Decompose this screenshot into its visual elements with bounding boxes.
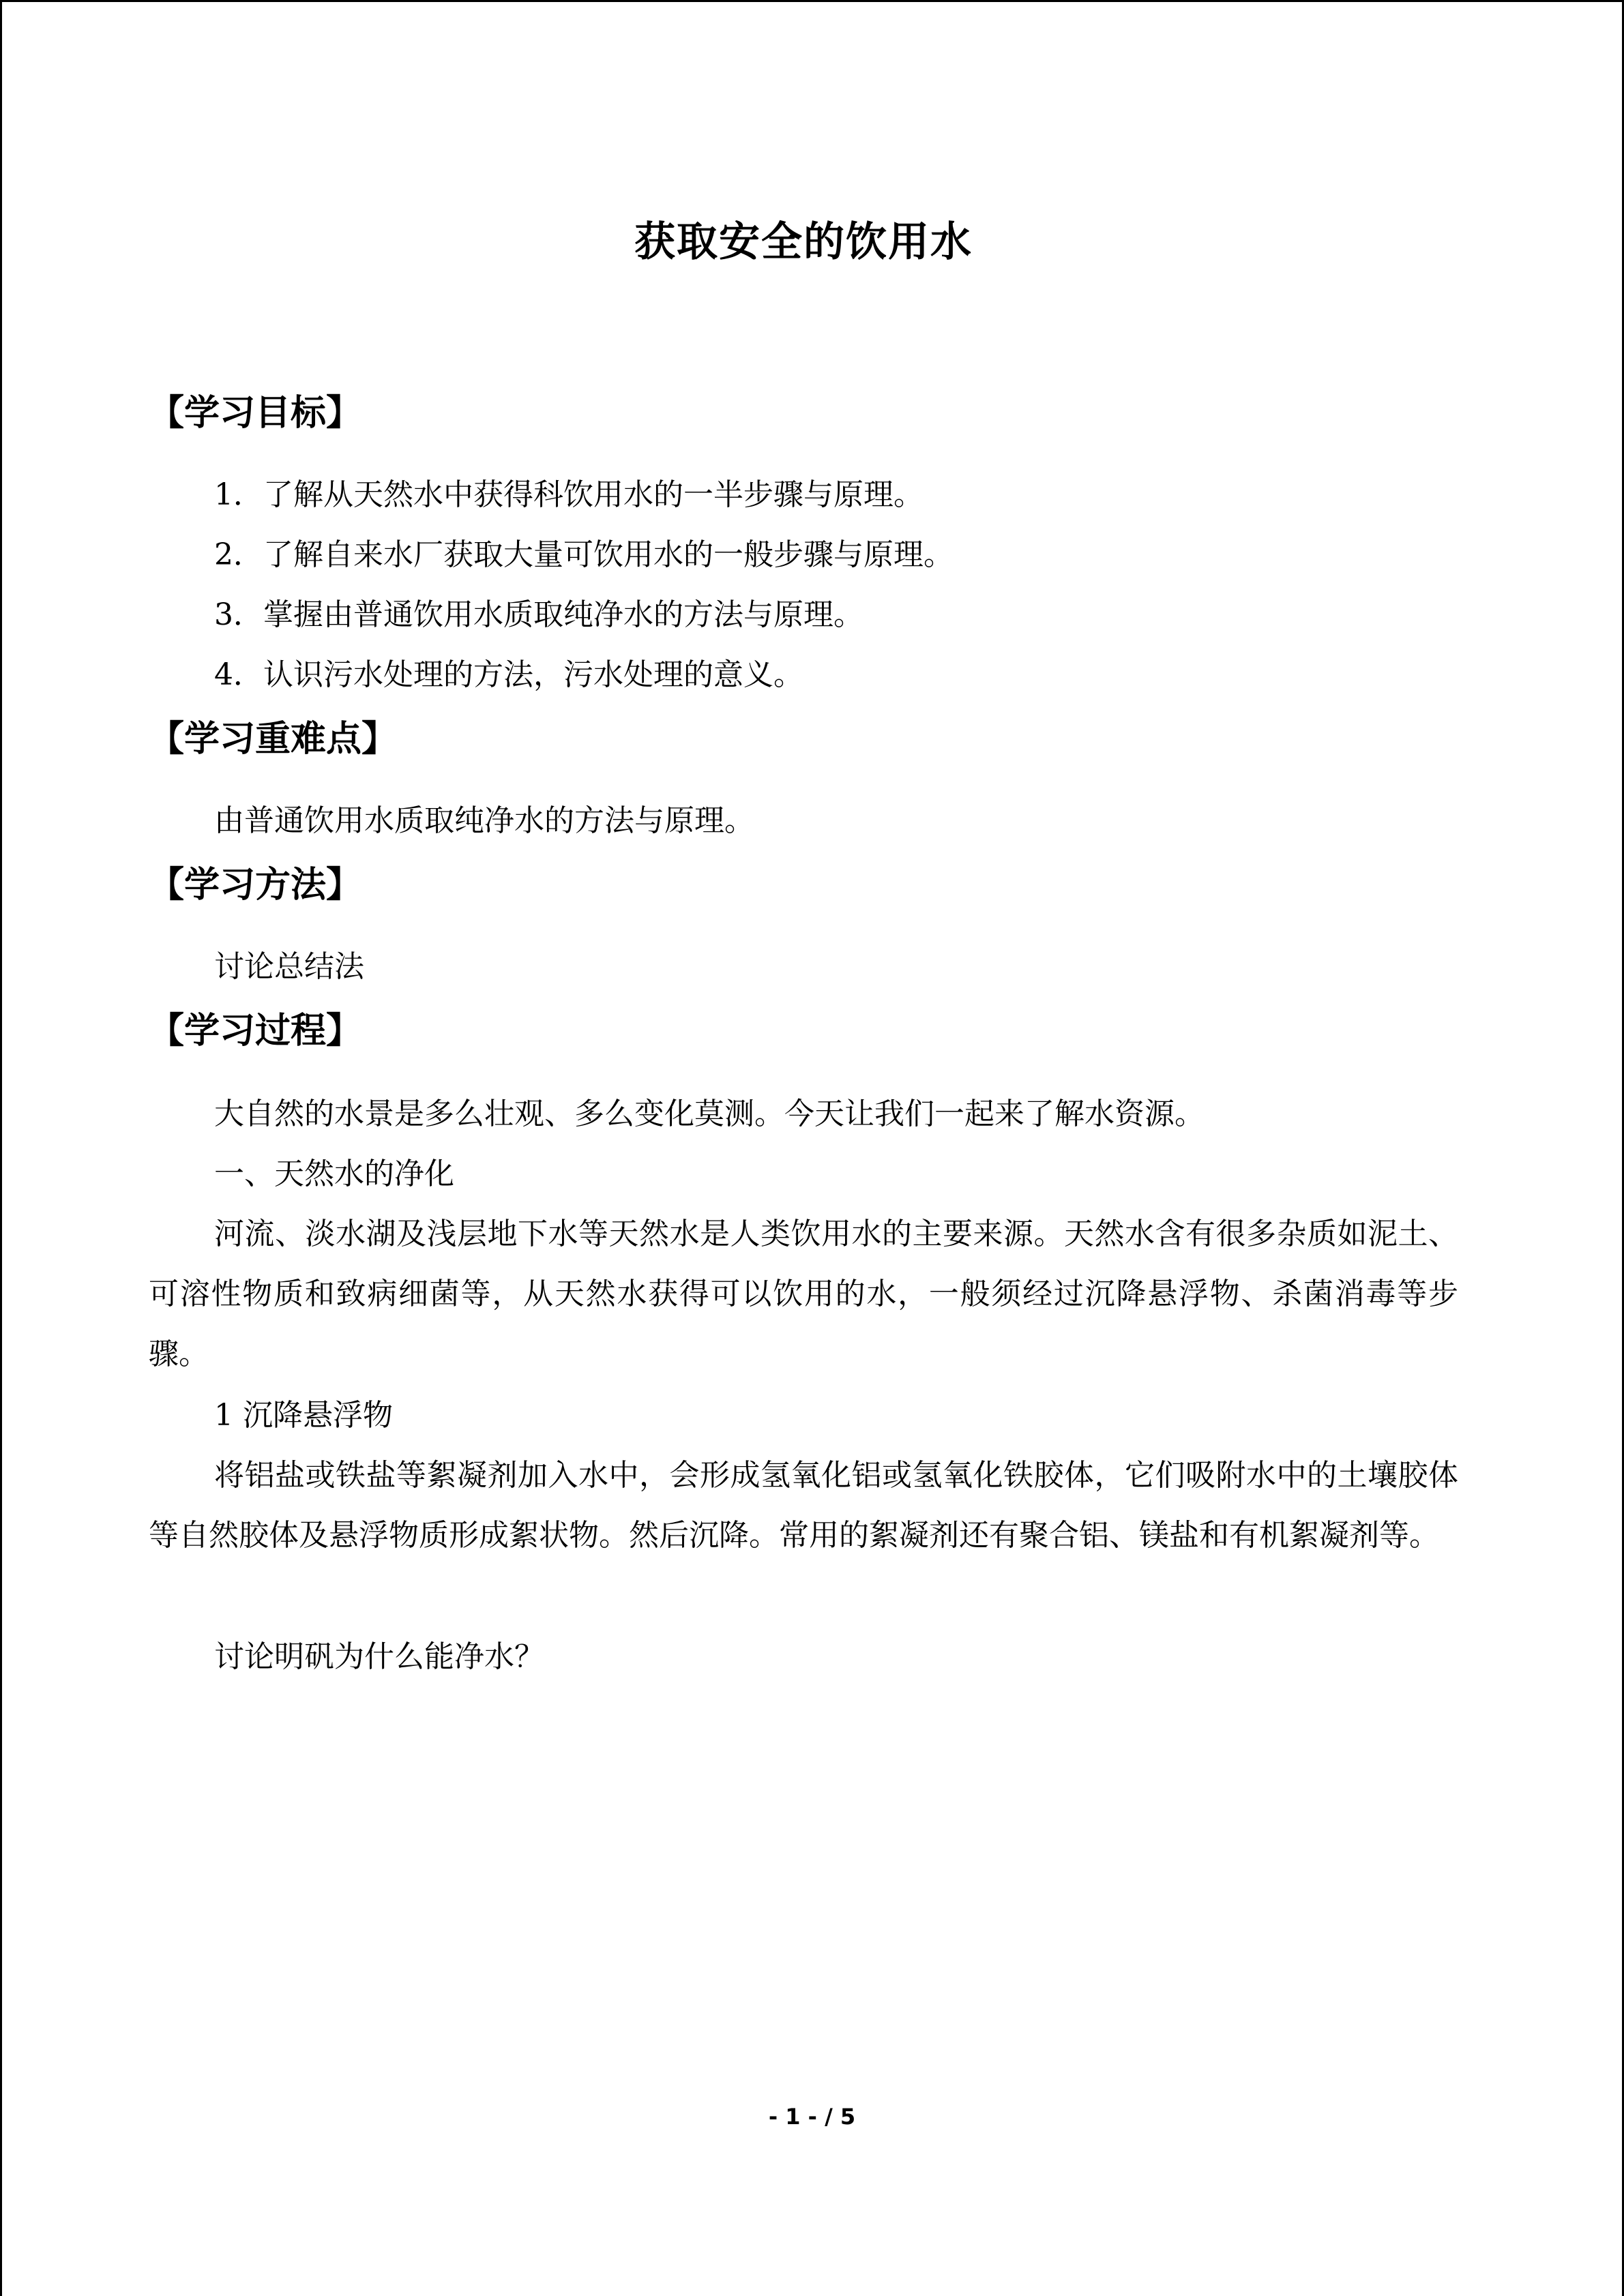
objective-item-3: 3．掌握由普通饮用水质取纯净水的方法与原理。 <box>214 597 863 632</box>
method-text: 讨论总结法 <box>214 949 364 984</box>
heading-objectives: 【学习目标】 <box>149 393 362 434</box>
heading-process: 【学习过程】 <box>149 1011 362 1052</box>
process-intro: 大自然的水景是多么壮观、多么变化莫测。今天让我们一起来了解水资源。 <box>214 1097 1205 1131</box>
key-points-text: 由普通饮用水质取纯净水的方法与原理。 <box>214 803 754 838</box>
process-subtitle-natural-water: 一、天然水的净化 <box>214 1157 454 1191</box>
process-paragraph-flocculant: 将铝盐或铁盐等絮凝剂加入水中，会形成氢氧化铝或氢氧化铁胶体，它们吸附水中的土壤胶体等自然胶体及悬浮物质形成絮状物。然后沉降。常用的絮凝剂还有聚合铝、镁盐和有机絮凝剂等。 <box>149 1458 1458 1553</box>
page-number: - 1 - / 5 <box>768 2104 856 2130</box>
objective-item-2: 2．了解自来水厂获取大量可饮用水的一般步骤与原理。 <box>214 537 954 572</box>
heading-key-points: 【学习重难点】 <box>149 719 398 760</box>
objective-item-4: 4．认识污水处理的方法，污水处理的意义。 <box>214 657 803 692</box>
objective-item-1: 1．了解从天然水中获得科饮用水的一半步骤与原理。 <box>214 477 924 512</box>
document-title: 获取安全的饮用水 <box>634 218 973 266</box>
heading-method: 【学习方法】 <box>149 865 362 906</box>
process-step-sedimentation: 1 沉降悬浮物 <box>214 1398 393 1433</box>
process-discussion-question: 讨论明矾为什么能净水？ <box>214 1639 544 1674</box>
process-paragraph-natural-water: 河流、淡水湖及浅层地下水等天然水是人类饮用水的主要来源。天然水含有很多杂质如泥土、可溶性物质和致病细菌等，从天然水获得可以饮用的水，一般须经过沉降悬浮物、杀菌消毒等步骤。 <box>149 1217 1458 1371</box>
